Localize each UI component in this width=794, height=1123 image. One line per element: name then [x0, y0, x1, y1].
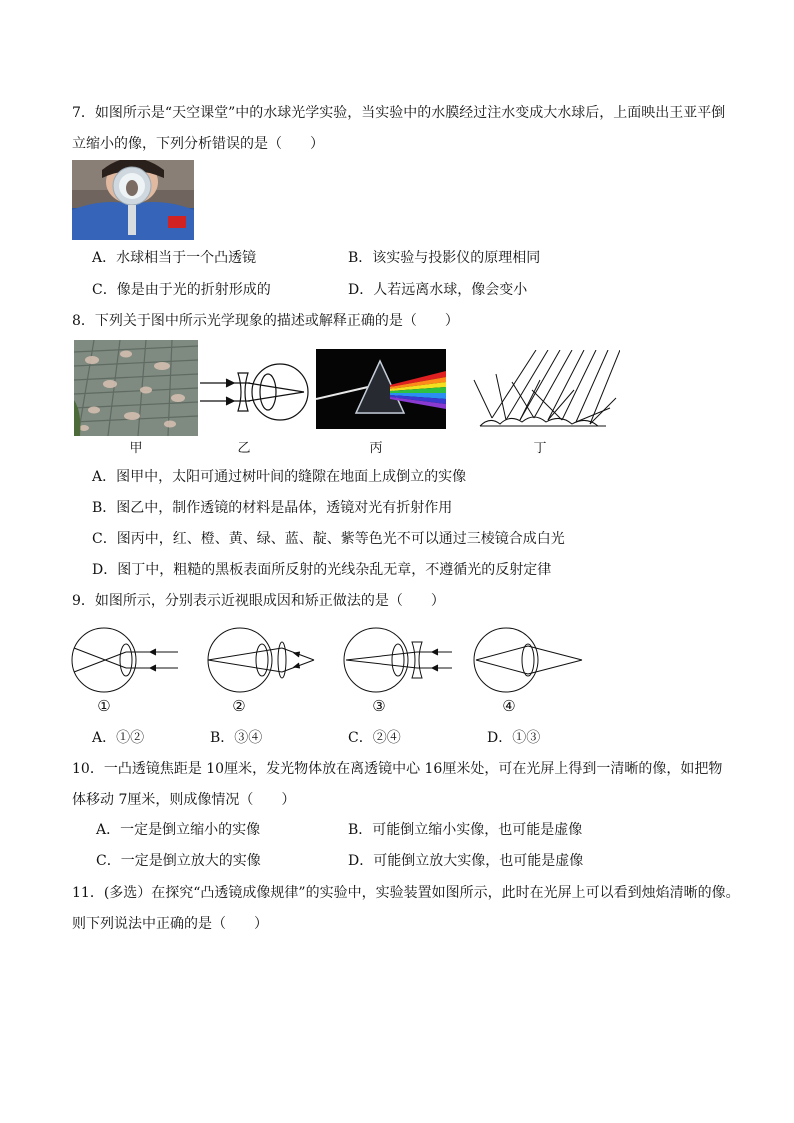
eye-diagram-1: [70, 624, 182, 696]
q10-stem-line1: 10．一凸透镜焦距是 10厘米，发光物体放在离透镜中心 16厘米处，可在光屏上得到一清晰的像，如把物: [72, 761, 723, 777]
caption-yi: 乙: [237, 441, 251, 456]
eye-diagram-3: [342, 624, 454, 696]
eye-label-1: ①: [97, 697, 111, 715]
q10-option-a[interactable]: A．一定是倒立缩小的实像: [96, 822, 261, 838]
q10-stem-line2: 体移动 7厘米，则成像情况（ ）: [72, 792, 296, 808]
eye-label-3: ③: [372, 697, 386, 715]
figure-ding-diffuse-reflection-diagram: [470, 350, 620, 430]
figure-jia-light-spots-photo: [74, 340, 198, 436]
q9-option-a[interactable]: A．①②: [92, 730, 145, 746]
q7-option-b[interactable]: B．该实验与投影仪的原理相同: [348, 250, 541, 266]
q7-option-d[interactable]: D．人若远离水球，像会变小: [348, 282, 528, 298]
caption-bing: 丙: [369, 441, 383, 456]
figure-yi-lens-eye-diagram: [200, 357, 310, 437]
caption-ding: 丁: [533, 441, 547, 456]
q7-option-a[interactable]: A．水球相当于一个凸透镜: [92, 250, 257, 266]
q10-option-d[interactable]: D．可能倒立放大实像，也可能是虚像: [348, 853, 584, 869]
q7-stem-line2: 立缩小的像，下列分析错误的是（ ）: [72, 136, 324, 152]
q8-option-a[interactable]: A．图甲中，太阳可通过树叶间的缝隙在地面上成倒立的实像: [92, 469, 467, 485]
q8-stem: 8．下列关于图中所示光学现象的描述或解释正确的是（ ）: [72, 313, 459, 329]
eye-diagram-2: [204, 624, 316, 696]
q10-option-c[interactable]: C．一定是倒立放大的实像: [96, 853, 261, 869]
eye-label-4: ④: [502, 697, 516, 715]
caption-jia: 甲: [129, 441, 143, 456]
q7-stem-line1: 7．如图所示是“天空课堂”中的水球光学实验，当实验中的水膜经过注水变成大水球后，上面映出王亚平倒: [72, 105, 726, 121]
eye-label-2: ②: [232, 697, 246, 715]
q9-option-d[interactable]: D．①③: [487, 730, 541, 746]
q11-stem-line1: 11．(多选）在探究“凸透镜成像规律”的实验中，实验装置如图所示，此时在光屏上可以看到烛焰清晰的像。: [72, 885, 740, 901]
q9-option-b[interactable]: B．③④: [210, 730, 263, 746]
q9-option-c[interactable]: C．②④: [348, 730, 401, 746]
q8-option-d[interactable]: D．图丁中，粗糙的黑板表面所反射的光线杂乱无章，不遵循光的反射定律: [92, 562, 552, 578]
water-ball-photo: [72, 160, 194, 240]
q8-option-c[interactable]: C．图丙中，红、橙、黄、绿、蓝、靛、紫等色光不可以通过三棱镜合成白光: [92, 531, 565, 547]
q8-option-b[interactable]: B．图乙中，制作透镜的材料是晶体，透镜对光有折射作用: [92, 500, 453, 516]
q10-option-b[interactable]: B．可能倒立缩小实像，也可能是虚像: [348, 822, 583, 838]
q11-stem-line2: 则下列说法中正确的是（ ）: [72, 916, 268, 932]
eye-diagram-4: [472, 624, 584, 696]
figure-bing-prism-photo: [316, 349, 446, 429]
q9-stem: 9．如图所示，分别表示近视眼成因和矫正做法的是（ ）: [72, 593, 445, 609]
q7-option-c[interactable]: C．像是由于光的折射形成的: [92, 282, 271, 298]
